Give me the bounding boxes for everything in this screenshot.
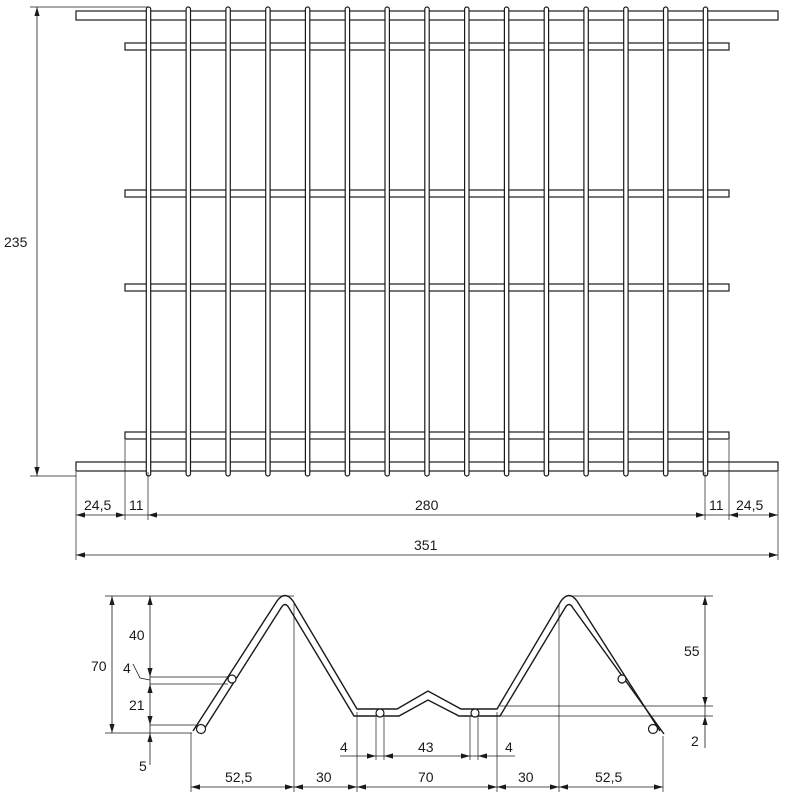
bottom-offset-dimension: 5 [139,758,147,774]
vertical-wire [345,7,349,476]
vertical-wire [504,7,508,476]
arrowhead [116,512,125,517]
gap-dimension: 4 [123,660,131,676]
total-height-right-dimension: 55 [684,643,700,659]
outer-right-dimension: 24,5 [736,497,764,513]
arrowhead [191,784,200,789]
arrowhead [147,668,152,677]
lower-segment-dimension: 21 [129,697,145,713]
leader-line [133,664,150,680]
arrowhead [367,753,376,758]
arrowhead [76,552,85,557]
right-run-dimension: 52,5 [595,769,623,785]
vertical-wire [425,7,429,476]
left-run-dimension: 52,5 [225,769,253,785]
arrowhead [148,512,157,517]
arrowhead [384,753,393,758]
arrowhead [34,7,39,16]
arrowhead [478,753,487,758]
trough-dimension: 70 [418,769,434,785]
vertical-wire [664,7,668,476]
arrowhead [34,467,39,476]
vertical-wires [146,7,707,476]
arrowhead [769,512,778,517]
arrowhead [294,784,303,789]
hole-offset-left-dimension: 4 [340,739,348,755]
wire-hole-left [228,675,236,683]
span-dimension: 280 [415,497,439,513]
arrowhead [147,716,152,725]
arrowhead [696,512,705,517]
hole-spacing-dimension: 43 [418,739,434,755]
arrowhead [357,784,366,789]
arrowhead [769,552,778,557]
wire-hole-trough-right [471,709,479,717]
profile-dimensions [91,596,713,792]
height-dimension: 235 [4,234,28,250]
arrowhead [702,697,707,706]
bottom-right-dimension: 2 [691,733,699,749]
wire-rack-plan-view [76,7,778,476]
wire-hole-trough-left [376,709,384,717]
left-slope-dimension: 30 [316,769,332,785]
arrowhead [488,784,497,789]
arrowhead [729,512,738,517]
vertical-wire [186,7,190,476]
arrowhead [109,724,114,733]
wire-hole-right [618,675,626,683]
vertical-wire [146,7,150,476]
vertical-wire [624,7,628,476]
vertical-wire [226,7,230,476]
upper-segment-dimension: 40 [129,627,145,643]
vertical-wire [385,7,389,476]
arrowhead [702,596,707,605]
hole-offset-right-dimension: 4 [505,739,513,755]
vertical-wire [266,7,270,476]
arrowhead [76,512,85,517]
vertical-wire [305,7,309,476]
outer-left-dimension: 24,5 [84,497,112,513]
arrowhead [654,784,663,789]
arrowhead [147,733,152,742]
wire-hole-bottom-left [197,725,206,734]
right-slope-dimension: 30 [518,769,534,785]
arrowhead [461,753,470,758]
profile-wire-outer [193,596,660,732]
total-height-left-dimension: 70 [91,658,107,674]
arrowhead [702,716,707,725]
vertical-wire [584,7,588,476]
wire-hole-bottom-right [649,725,658,734]
vertical-wire [703,7,707,476]
inner-left-dimension: 11 [129,497,144,513]
arrowhead [559,784,568,789]
arrowhead [147,684,152,693]
arrowhead [285,784,294,789]
profile-wire-inner [201,605,664,735]
wire-rack-profile-view [193,596,664,735]
arrowhead [497,784,506,789]
vertical-wire [465,7,469,476]
arrowhead [109,596,114,605]
arrowhead [348,784,357,789]
arrowhead [550,784,559,789]
total-width-dimension: 351 [414,537,438,553]
inner-right-dimension: 11 [709,497,724,513]
arrowhead [147,596,152,605]
vertical-wire [544,7,548,476]
